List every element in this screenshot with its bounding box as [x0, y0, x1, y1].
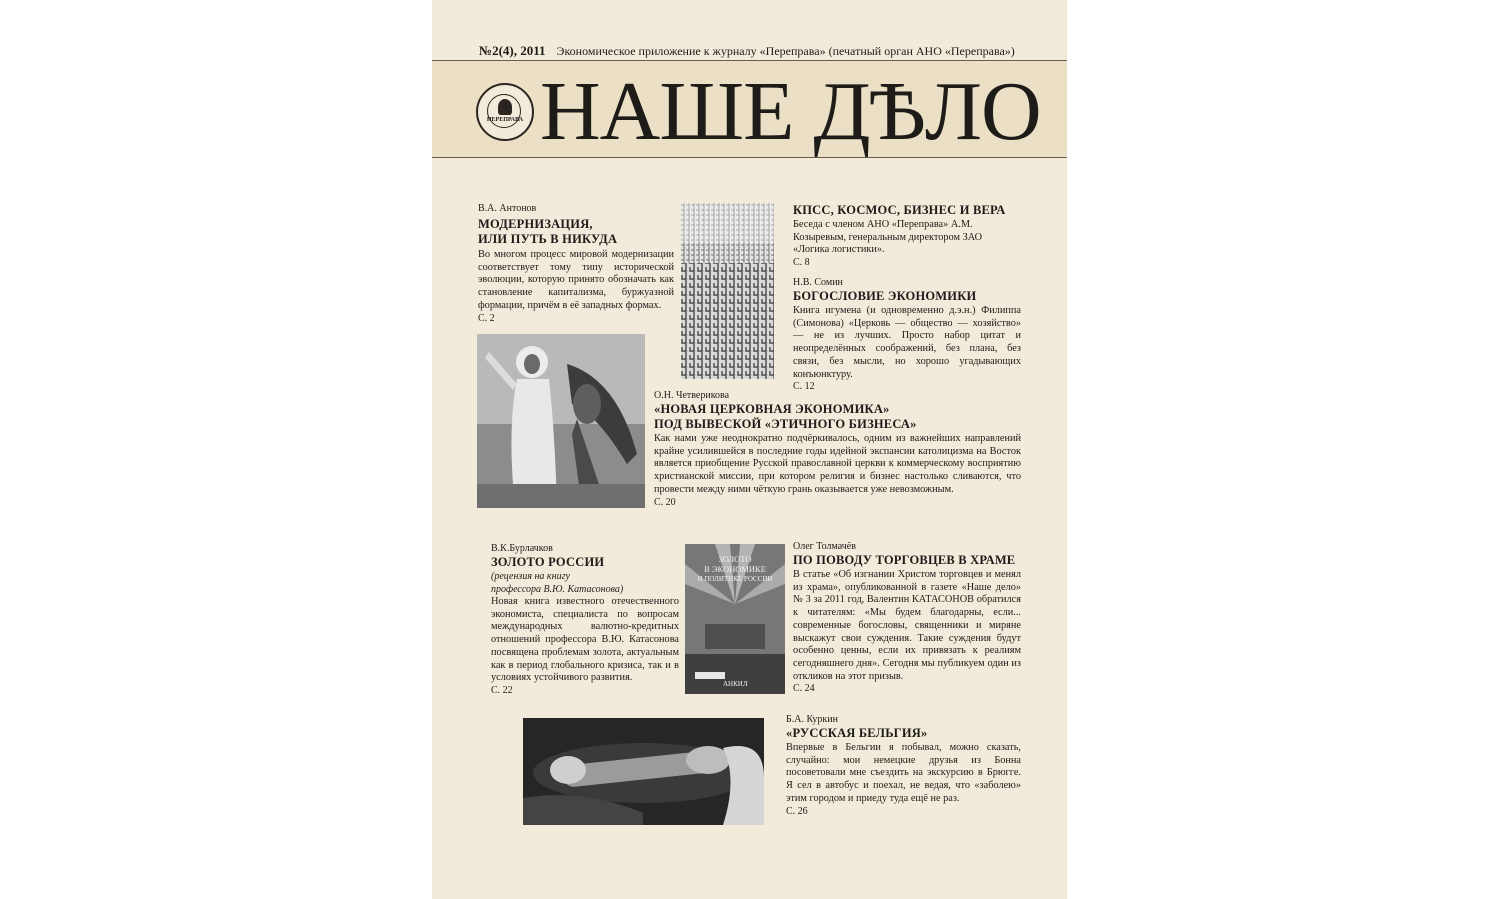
book-cover-title [687, 554, 783, 584]
relic-photo [523, 718, 764, 825]
masthead [432, 60, 1067, 158]
article-text: Во многом процесс мировой модернизации соответствует тому типу исторической эволюции, которую принято обозначать как становление капитализма, буржуазной формации, причём в её западных формах. [478, 249, 674, 311]
article-text: В статье «Об изгнании Христом торговцев и менял из храма», опубликованной в газете «Наше дело» № 3 за 2011 год, Валентин КАТАСОНОВ обратился к читателям: «Мы будем благодарны, если... современные богословы, священники и миряне выскажут свои суждения. Такие суждения будут особенно ценны, если их привязать к реалиям сегодняшнего дня». Сегодня мы публикуем один из откликов на этот призыв. [793, 569, 1021, 682]
magazine-title: НАШЕ ДѢЛО [540, 65, 1041, 158]
article-headline: ПО ПОВОДУ ТОРГОВЦЕВ В ХРАМЕ [793, 553, 1016, 567]
article-headline-line1: «НОВАЯ ЦЕРКОВНАЯ ЭКОНОМИКА» [654, 402, 890, 416]
article-page: С. 2 [478, 312, 495, 324]
article-headline: БОГОСЛОВИЕ ЭКОНОМИКИ [793, 289, 977, 303]
book-title-line1: ЗОЛОТО [718, 554, 752, 564]
article-author: О.Н. Четверикова [654, 390, 730, 401]
magazine-page [432, 0, 1067, 899]
book-title-line2: В ЭКОНОМИКЕ [704, 564, 766, 574]
issue-line [479, 43, 1039, 59]
article-page: С. 20 [654, 496, 676, 508]
book-cover-photo [685, 544, 785, 694]
article-headline-line2: ПОД ВЫВЕСКОЙ «ЭТИЧНОГО БИЗНЕСА» [654, 417, 917, 431]
article-text: Впервые в Бельгии я побывал, можно сказать, случайно: мои немецкие друзья из Бонна посоветовали мне съездить на экскурсию в Брюгге. Я сел в автобус и поехал, не ведая, что «заболею» этим городом и приеду туда ещё не раз. [786, 742, 1021, 804]
article-headline-line2: ИЛИ ПУТЬ В НИКУДА [478, 232, 618, 246]
article-author: В.К.Бурлачков [491, 543, 553, 554]
article-headline: КПСС, КОСМОС, БИЗНЕС И ВЕРА [793, 203, 1006, 217]
article-author: Б.А. Куркин [786, 714, 838, 725]
article-headline-line1: МОДЕРНИЗАЦИЯ, [478, 217, 593, 231]
article-headline: «РУССКАЯ БЕЛЬГИЯ» [786, 726, 928, 740]
article-text: Книга игумена (и одновременно д.э.н.) Филиппа (Симонова) «Церковь — общество — хозяйство» — не из лучших. Просто набор цитат и неопределённых соображений, без плана, без связи, без мысли, но хорошо угадывающих конъюнктуру. [793, 305, 1021, 380]
article-page: С. 22 [491, 684, 513, 696]
article-text: Беседа с членом АНО «Переправа» А.М. Козыревым, генеральным директором ЗАО «Логика логистики». [793, 219, 983, 256]
article-page: С. 24 [793, 683, 815, 695]
issue-number: №2(4), 2011 [479, 43, 546, 58]
christ-painting-photo [477, 334, 645, 508]
article-author: Олег Толмачёв [793, 541, 856, 552]
book-publisher: АНКИЛ [723, 680, 748, 688]
article-subtitle-line1: (рецензия на книгу [491, 571, 570, 582]
tagline: Экономическое приложение к журналу «Переправа» (печатный орган АНО «Переправа») [556, 44, 1015, 58]
publisher-seal-logo [476, 83, 534, 141]
article-kpss [793, 203, 1023, 269]
maze-photo [681, 203, 774, 379]
article-page: С. 12 [793, 381, 815, 393]
seal-text: ПЕРЕПРАВА [486, 117, 524, 123]
article-text: Новая книга известного отечественного экономиста, специалиста по вопросам международных валютно-кредитных отношений профессора В.Ю. Катасонова посвящена проблемам золота, актуальным как в период глобального кризиса, так и в условиях устойчивого развития. [491, 596, 679, 684]
article-page: С. 8 [793, 257, 810, 269]
article-author: Н.В. Сомин [793, 277, 843, 288]
article-theology-economics [793, 277, 1021, 393]
article-text: Как нами уже неоднократно подчёркивалось, одним из важнейших направлений крайне усилившейся в последние годы идейной экспансии католицизма на Восток является приобщение Русской православной церкви к коммерческому восприятию христианской миссии, при котором религия и бизнес настолько сливаются, что провести между ними чёткую грань оказывается уже невозможным. [654, 433, 1021, 495]
article-author: В.А. Антонов [478, 203, 537, 214]
article-church-economics [654, 390, 1021, 509]
article-russian-belgium [786, 714, 1021, 818]
article-subtitle-line2: профессора В.Ю. Катасонова) [491, 583, 624, 595]
article-headline: ЗОЛОТО РОССИИ [491, 555, 605, 569]
book-title-line3: И ПОЛИТИКЕ РОССИИ [697, 575, 773, 583]
article-merchants-temple [793, 541, 1021, 695]
article-modernization [478, 203, 674, 325]
article-russian-gold [491, 543, 679, 697]
article-page: С. 26 [786, 805, 808, 817]
